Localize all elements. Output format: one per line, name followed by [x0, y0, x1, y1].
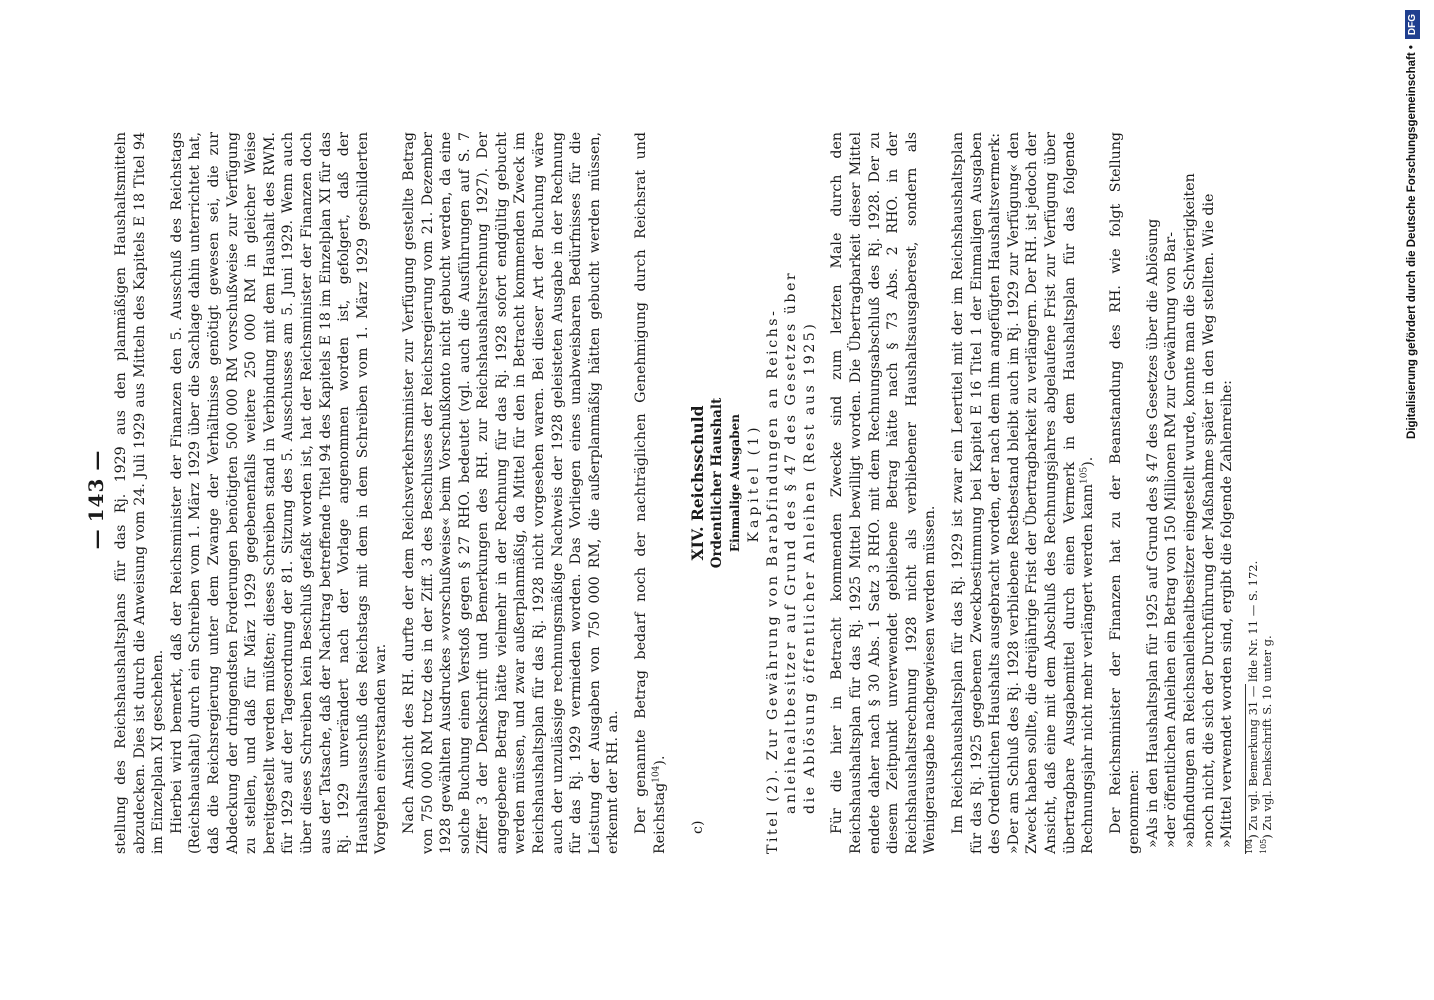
page-number: — 143 —	[84, 450, 108, 550]
digitization-credit	[1398, 0, 1426, 1000]
footnote-ref: 105	[1079, 466, 1090, 484]
paragraph: Nach Ansicht des RH. durfte der dem Reichsverkehrsminister zur Verfügung gestellte Betrag von 750 000 RM trotz des in der Ziff. 3 des Beschlusses der Reichsregierung vom 21. Dezember 1928 gewählten Ausdruckes »vorschußweise« beim Vorschußkonto nicht gebucht werden, da eine solche Buchung einen Verstoß gegen § 27 RHO. bedeutet (vgl. auch die Ausführungen auf S. 7 Ziffer 3 der Denkschrift und Bemerkungen des RH. zur Reichshaushaltsrechnung 1927). Der angegebene Betrag hätte vielmehr in der Rechnung für das Rj. 1928 sofort endgültig gebucht werden müssen, und zwar außerplanmäßig, da Mittel für den in Betracht kommenden Zweck im Reichshaushaltsplan für das Rj. 1928 nicht vorgesehen waren. Bei dieser Art der Buchung wäre auch der unzulässige rechnungsmäßige Nachweis der 1928 geleisteten Ausgabe in der Rechnung für das Rj. 1929 vermieden worden. Das Vorliegen eines unabweisbaren Bedürfnisses für die Leistung der Ausgaben von 750 000 RM, die außerplanmäßig hätten gebucht werden müssen, erkennt der RH. an.	[400, 132, 622, 854]
paragraph: Im Reichshaushaltsplan für das Rj. 1929 ist zwar ein Leertitel mit der im Reichshaushaltsplan für das Rj. 1925 gegebenen Zweckbestimmung bei Kapitel E 16 Titel 1 der Einmaligen Ausgaben des Ordentlichen Haushalts ausgebracht worden, der nach dem ihm angefügten Haushaltsvermerk:	[949, 132, 1004, 854]
paragraph: Der Reichsminister der Finanzen hat zu der Beanstandung des RH. wie folgt Stellung genommen:	[1107, 132, 1143, 854]
section-subheading: Ordentlicher Haushalt	[708, 397, 725, 569]
credit-text: Digitalisierung gefördert durch die Deutsche Forschungsgemeinschaft •	[1406, 45, 1418, 439]
footnote: $^{104}$) Zu vgl. Bemerkung 31 — lfde Nr. 11 — S. 172.	[1245, 560, 1260, 854]
paragraph: Der genannte Betrag bedarf noch der nachträglichen Genehmigung durch Reichsrat und Reichstag$^{104}$).	[633, 132, 668, 854]
quote-block: »Als in den Haushaltsplan für 1925 auf Grund des § 47 des Gesetzes über die Ablösung »der öffentlichen Anleihen ein Betrag von 150 Millionen RM zur Gewährung von Bar- »abfindungen an Reichsanleihealtbesitzer eingestellt wurde, konnte man die Schwierigkeiten »noch nicht, die sich der Durchführung der Maßnahme später in den Weg stellten. Wie die »Mittel verwendet worden sind, ergibt die folgende Zahlenreihe:	[1144, 173, 1236, 848]
section-heading: XIV. Reichsschuld	[688, 405, 708, 561]
section-letter: c)	[690, 820, 707, 834]
footnote-ref: 104	[650, 765, 661, 783]
paragraph: stellung des Reichshaushaltsplans für das Rj. 1929 aus den planmäßigen Haushaltsmitteln abzudecken. Dies ist durch die Anweisung vom 24. Juli 1929 aus Mitteln des Kapitels E 18 Titel 94 im Einzelplan XI geschehen.	[113, 132, 167, 854]
chapter-heading: Kapitel (1)	[746, 423, 762, 543]
paragraph: Für die hier in Betracht kommenden Zwecke sind zum letzten Male durch den Reichshaushaltsplan für das Rj. 1925 Mittel bewilligt worden. Die Übertragbarkeit dieser Mittel endete daher nach § 30 Abs. 1 Satz 3 RHO. mit dem Rechnungsabschluß des Rj. 1928. Der zu diesem Zeitpunkt unverwendet gebliebene Betrag hätte nach § 73 Abs. 2 RHO. in der Reichshaushaltsrechnung 1928 nicht als verbliebener Haushaltsausgaberest, sondern als Wenigerausgabe nachgewiesen werden müssen.	[829, 132, 939, 854]
quoted-remark: »Der am Schluß des Rj. 1928 verbliebene Restbestand bleibt auch im Rj. 1929 zur Verfügung« den Zweck haben sollte, die dreijährige Frist der Übertragbarkeit zu verlängern. Der RH. ist jedoch der Ansicht, daß eine mit dem Abschluß des Rechnungsjahres abgelaufene Frist zur Verfügung über übertragbare Ausgabemittel durch einen Vermerk in dem Haushaltsplan für das folgende Rechnungsjahr nicht mehr verlängert werden kann$^{105}$).	[1005, 132, 1097, 854]
footnote: $^{105}$) Zu vgl. Denkschrift S. 10 unter g.	[1259, 635, 1274, 854]
paragraph: Hierbei wird bemerkt, daß der Reichsminister der Finanzen den 5. Ausschuß des Reichstags (Reichshaushalt) durch ein Schreiben vom 1. März 1929 über die Sachlage dahin unterrichtet hat, daß die Reichsregierung unter dem Zwange der Verhältnisse genötigt gewesen sei, die zur Abdeckung der dringendsten Forderungen benötigten 500 000 RM vorschußweise zur Verfügung zu stellen, und daß für März 1929 gegebenenfalls weitere 250 000 RM in gleicher Weise bereitgestellt werden müßten; dieses Schreiben stand in Verbindung mit dem Haushalt des RWM. für 1929 auf der Tagesordnung der 81. Sitzung des 5. Ausschusses am 5. Juni 1929. Wenn auch über dieses Schreiben kein Beschluß gefaßt worden ist, hat der Reichsminister der Finanzen doch aus der Tatsache, daß der Nachtrag betreffende Titel 94 des Kapitels E 18 im Einzelplan XI für das Rj. 1929 unverändert nach der Vorlage angenommen worden ist, gefolgert, daß der Haushaltsausschuß des Reichstags mit dem in dem Schreiben vom 1. März 1929 geschilderten Vorgehen einverstanden war.	[168, 132, 390, 854]
title-heading: Titel (2). Zur Gewährung von Barabfindungen an Reichs- anleihealtbesitzer auf Grund des § 47 des Gesetzes über die Ablösung öffentlicher Anleihen (Rest aus 1925)	[764, 270, 818, 854]
dfg-logo: DFG	[1405, 10, 1420, 39]
body-text	[112, 132, 1274, 854]
section-c	[689, 132, 819, 854]
section-subsubheading: Einmalige Ausgaben	[728, 414, 743, 552]
